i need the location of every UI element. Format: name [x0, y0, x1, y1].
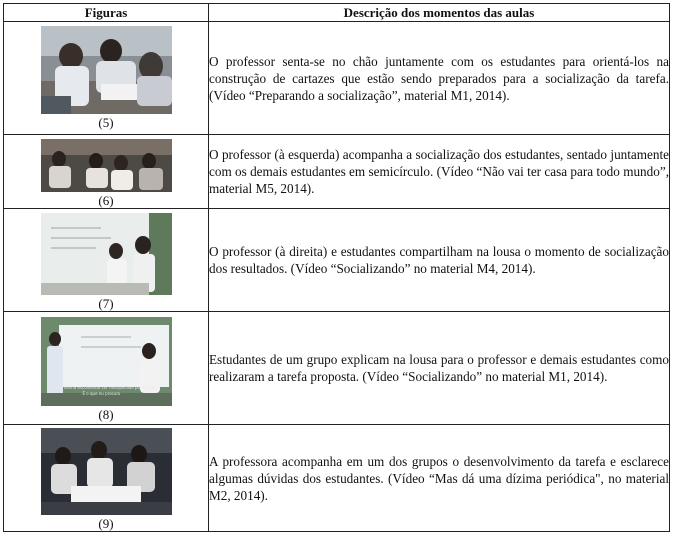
- photo-teacher-on-floor-image: [41, 26, 172, 114]
- photo-semicircle-socialization: [41, 139, 172, 192]
- figure-cell: [4, 135, 209, 209]
- figure-caption: (6): [98, 193, 114, 208]
- table-row: [4, 312, 670, 425]
- header-description: Descrição dos momentos das aulas: [209, 4, 670, 22]
- moment-description: Estudantes de um grupo explicam na lousa para o professor e demais estudantes como realizaram a tarefa proposta. (Vídeo “Socializando” no material M1, 2014).: [209, 312, 670, 425]
- moment-description: A professora acompanha em um dos grupos o desenvolvimento da tarefa e esclarece algumas dúvidas dos estudantes. (Vídeo “Mas dá uma dízima periódica", no material M2, 2014).: [209, 425, 670, 532]
- header-figures: Figuras: [4, 4, 209, 22]
- figure-caption: (8): [98, 406, 114, 422]
- figure-caption: (7): [98, 296, 114, 311]
- table-row: [4, 425, 670, 532]
- moment-description: O professor senta-se no chão juntamente com os estudantes para orientá-los na construção de cartazes que estão sendo preparados para a socialização da tarefa. (Vídeo “Preparando a socialização”, material M1, 2014).: [209, 22, 670, 135]
- header-row: [4, 4, 670, 22]
- figure-cell: [4, 312, 209, 425]
- figure-caption: (9): [98, 515, 114, 531]
- photo-board-sharing: [41, 213, 172, 295]
- figure-caption: (5): [98, 115, 114, 130]
- moment-description: O professor (à esquerda) acompanha a socialização dos estudantes, sentado juntamente com os demais estudantes em semicírculo. (Vídeo “Não vai ter casa para todo mundo”, material M5, 2014).: [209, 135, 670, 209]
- moment-description: O professor (à direita) e estudantes compartilham na lousa o momento de socialização dos resultados. (Vídeo “Socializando” no material M4, 2014).: [209, 209, 670, 312]
- figure-cell: [4, 425, 209, 532]
- figure-cell: [4, 22, 209, 135]
- photo-semicircle-socialization-image: [41, 139, 172, 192]
- table-row: [4, 209, 670, 312]
- table-row: [4, 135, 670, 209]
- photo-teacher-with-group-image: [41, 428, 172, 515]
- photo-board-sharing-image: [41, 213, 172, 295]
- photo-teacher-with-group: [41, 428, 172, 515]
- photo-teacher-on-floor: [41, 26, 172, 114]
- figure-cell: [4, 209, 209, 312]
- lesson-moments-table: [3, 3, 670, 532]
- table-row: [4, 22, 670, 135]
- photo-group-explains: Que venha escolhendo ser multiplicado por 3 que É o que eu procuro: [41, 317, 172, 406]
